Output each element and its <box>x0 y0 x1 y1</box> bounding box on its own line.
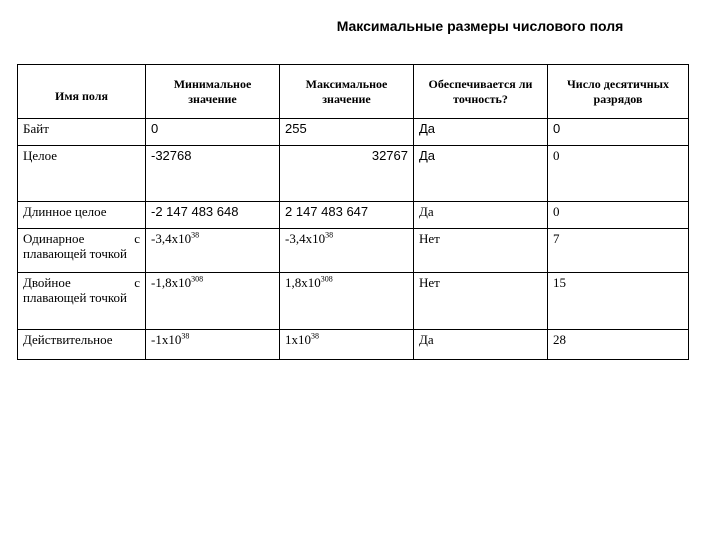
field-name-cell: Байт <box>18 119 146 146</box>
numeric-field-sizes-table <box>17 64 689 360</box>
precision-cell: Да <box>414 330 548 360</box>
max-value-exponent: 308 <box>320 274 333 284</box>
precision-cell: Да <box>414 119 548 146</box>
document-title: Максимальные размеры числового поля <box>336 18 624 34</box>
decimal-digits-cell: 7 <box>548 229 689 273</box>
precision-cell: Да <box>414 146 548 202</box>
min-value-mantissa: -3,4x10 <box>151 231 192 246</box>
decimal-digits-cell: 0 <box>548 202 689 229</box>
max-value-cell: 2 147 483 647 <box>280 202 414 229</box>
min-value-mantissa: -1,8x10 <box>151 275 192 290</box>
field-name-cell: Длинное целое <box>18 202 146 229</box>
min-value-cell: -2 147 483 648 <box>146 202 280 229</box>
header-max-value: Максимальное значение <box>280 65 414 119</box>
max-value-cell <box>280 330 414 360</box>
field-name-cell: Действительное <box>18 330 146 360</box>
min-value-cell <box>146 330 280 360</box>
min-value-cell <box>146 273 280 330</box>
max-value-mantissa: 1,8x10 <box>285 275 321 290</box>
header-precision: Обеспечивается ли точность? <box>414 65 548 119</box>
header-decimal-digits: Число десятичных разрядов <box>548 65 689 119</box>
field-name-cell: Целое <box>18 146 146 202</box>
max-value-exponent: 38 <box>311 331 319 341</box>
field-name-cell: Одинарное с плавающей точкой <box>18 229 146 273</box>
decimal-digits-cell: 0 <box>548 119 689 146</box>
decimal-digits-cell: 28 <box>548 330 689 360</box>
decimal-digits-cell: 0 <box>548 146 689 202</box>
header-min-value: Минимальное значение <box>146 65 280 119</box>
max-value-cell: 255 <box>280 119 414 146</box>
max-value-mantissa: 1x10 <box>285 332 311 347</box>
table-row <box>18 202 689 229</box>
precision-cell: Нет <box>414 273 548 330</box>
min-value-mantissa: -1x10 <box>151 332 182 347</box>
precision-cell: Нет <box>414 229 548 273</box>
min-value-cell <box>146 229 280 273</box>
table-row <box>18 273 689 330</box>
min-value-exponent: 308 <box>191 274 204 284</box>
max-value-cell <box>280 273 414 330</box>
table-row <box>18 330 689 360</box>
min-value-exponent: 38 <box>191 230 200 240</box>
min-value-cell: 0 <box>146 119 280 146</box>
max-value-exponent: 38 <box>325 230 334 240</box>
max-value-cell <box>280 229 414 273</box>
min-value-cell: -32768 <box>146 146 280 202</box>
precision-cell: Да <box>414 202 548 229</box>
min-value-exponent: 38 <box>181 331 190 341</box>
table-row <box>18 229 689 273</box>
max-value-mantissa: -3,4x10 <box>285 231 326 246</box>
max-value-cell: 32767 <box>280 146 414 202</box>
header-row <box>18 65 689 119</box>
field-name-cell: Двойное с плавающей точкой <box>18 273 146 330</box>
table-row <box>18 119 689 146</box>
decimal-digits-cell: 15 <box>548 273 689 330</box>
table-row <box>18 146 689 202</box>
header-field-name: Имя поля <box>18 65 146 119</box>
